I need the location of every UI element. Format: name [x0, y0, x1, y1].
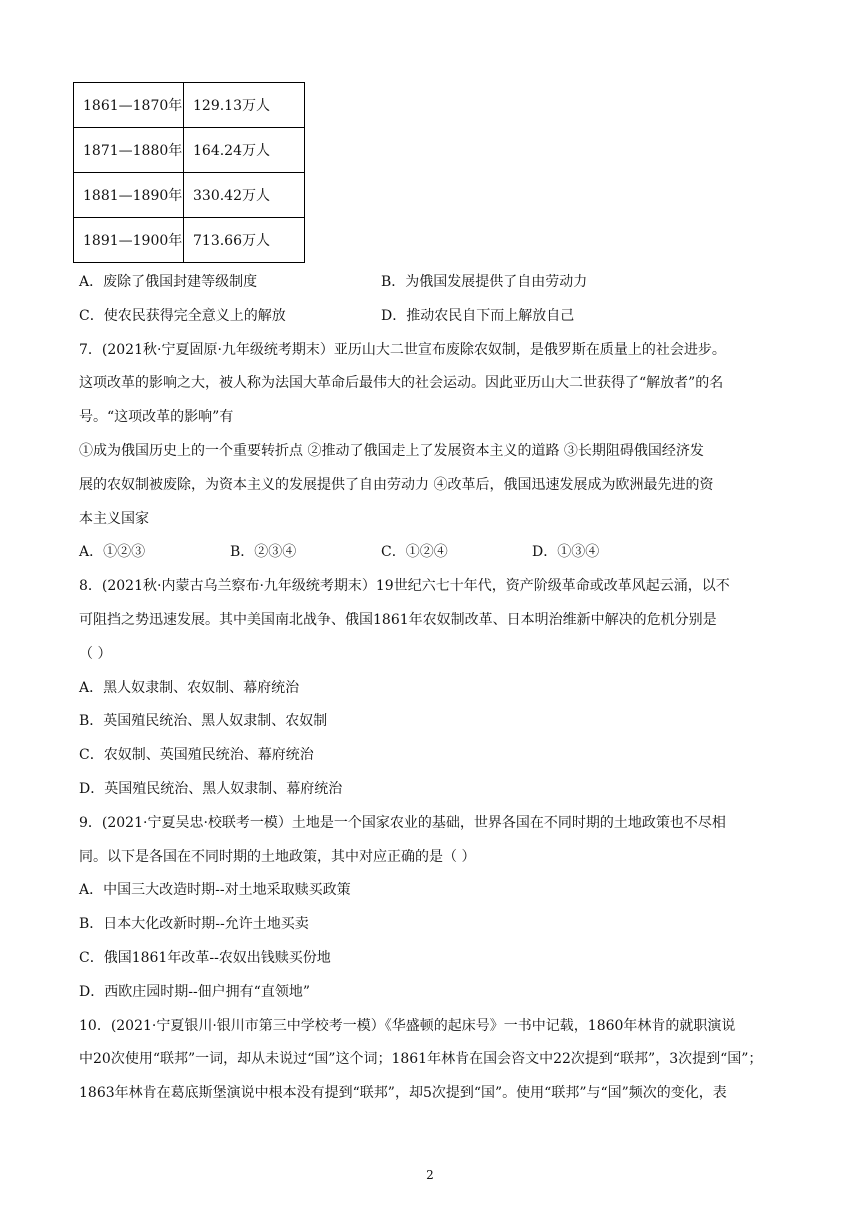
q7-statements-line: ①成为俄国历史上的一个重要转折点 ②推动了俄国走上了发展资本主义的道路 ③长期阻碍俄国经济发: [79, 443, 704, 459]
q10-stem-line: 中20次使用“联邦”一词，却从未说过“国”这个词；1861年林肯在国会咨文中22次提到“联邦”，3次提到“国”；: [79, 1051, 763, 1067]
q9-option-c: C．俄国1861年改革--农奴出钱赎买份地: [79, 950, 331, 966]
q6-option-d: D．推动农民自下而上解放自己: [381, 308, 575, 324]
table-row: [74, 218, 305, 263]
q8-option-a: A．黑人奴隶制、农奴制、幕府统治: [79, 680, 300, 696]
table-row: [74, 83, 305, 128]
q7-option-c: C．①②④: [381, 544, 448, 560]
q8-option-d: D．英国殖民统治、黑人奴隶制、幕府统治: [79, 781, 343, 797]
q8-stem-line: 8．(2021秋·内蒙古乌兰察布·九年级统考期末）19世纪六七十年代，资产阶级革命或改革风起云涌，以不: [79, 578, 730, 594]
q9-stem-line: 同。以下是各国在不同时期的土地政策，其中对应正确的是（ ）: [79, 849, 476, 865]
q7-stem-line: 这项改革的影响之大，被人称为法国大革命后最伟大的社会运动。因此亚历山大二世获得了“解放者”的名: [79, 375, 724, 391]
q6-option-c: C．使农民获得完全意义上的解放: [79, 308, 286, 324]
table-row: [74, 128, 305, 173]
q9-stem-line: 9．(2021·宁夏吴忠·校联考一模）土地是一个国家农业的基础，世界各国在不同时期的土地政策也不尽相: [79, 815, 726, 831]
q10-stem-line: 10．(2021·宁夏银川·银川市第三中学校考一模）《华盛顿的起床号》一书中记载，1860年林肯的就职演说: [79, 1018, 736, 1034]
q9-option-d: D．西欧庄园时期--佃户拥有“直领地”: [79, 984, 310, 1000]
q6-option-b: B．为俄国发展提供了自由劳动力: [381, 274, 588, 290]
q7-option-a: A．①②③: [79, 544, 146, 560]
q7-statements-line: 展的农奴制被废除，为资本主义的发展提供了自由劳动力 ④改革后，俄国迅速发展成为欧洲最先进的资: [79, 477, 714, 493]
table-cell-value: 330.42万人: [184, 173, 305, 218]
q8-option-b: B．英国殖民统治、黑人奴隶制、农奴制: [79, 713, 328, 729]
q8-stem-line: 可阻挡之势迅速发展。其中美国南北战争、俄国1861年农奴制改革、日本明治维新中解决的危机分别是: [79, 612, 717, 628]
q9-option-b: B．日本大化改新时期--允许土地买卖: [79, 916, 309, 932]
q9-option-a: A．中国三大改造时期--对土地采取赎买政策: [79, 882, 351, 898]
table-cell-period: 1881—1890年: [74, 173, 184, 218]
q8-option-c: C．农奴制、英国殖民统治、幕府统治: [79, 747, 314, 763]
q7-stem-line: 7．(2021秋·宁夏固原·九年级统考期末）亚历山大二世宣布废除农奴制，是俄罗斯在质量上的社会进步。: [79, 342, 726, 358]
table-cell-period: 1871—1880年: [74, 128, 184, 173]
q7-option-d: D．①③④: [532, 544, 600, 560]
table-cell-value: 129.13万人: [184, 83, 305, 128]
q7-stem-line: 号。“这项改革的影响”有: [79, 409, 234, 425]
q7-statements-line: 本主义国家: [79, 511, 149, 527]
table-cell-value: 713.66万人: [184, 218, 305, 263]
q10-stem-line: 1863年林肯在葛底斯堡演说中根本没有提到“联邦”，却5次提到“国”。使用“联邦”与“国”频次的变化，表: [79, 1085, 727, 1101]
table-row: [74, 173, 305, 218]
page-number: 2: [426, 1168, 434, 1182]
q8-answer-blank: （ ）: [79, 646, 112, 662]
population-table: [73, 82, 305, 263]
table-cell-value: 164.24万人: [184, 128, 305, 173]
table-cell-period: 1861—1870年: [74, 83, 184, 128]
q6-option-a: A．废除了俄国封建等级制度: [79, 274, 258, 290]
q7-option-b: B．②③④: [230, 544, 297, 560]
table-cell-period: 1891—1900年: [74, 218, 184, 263]
